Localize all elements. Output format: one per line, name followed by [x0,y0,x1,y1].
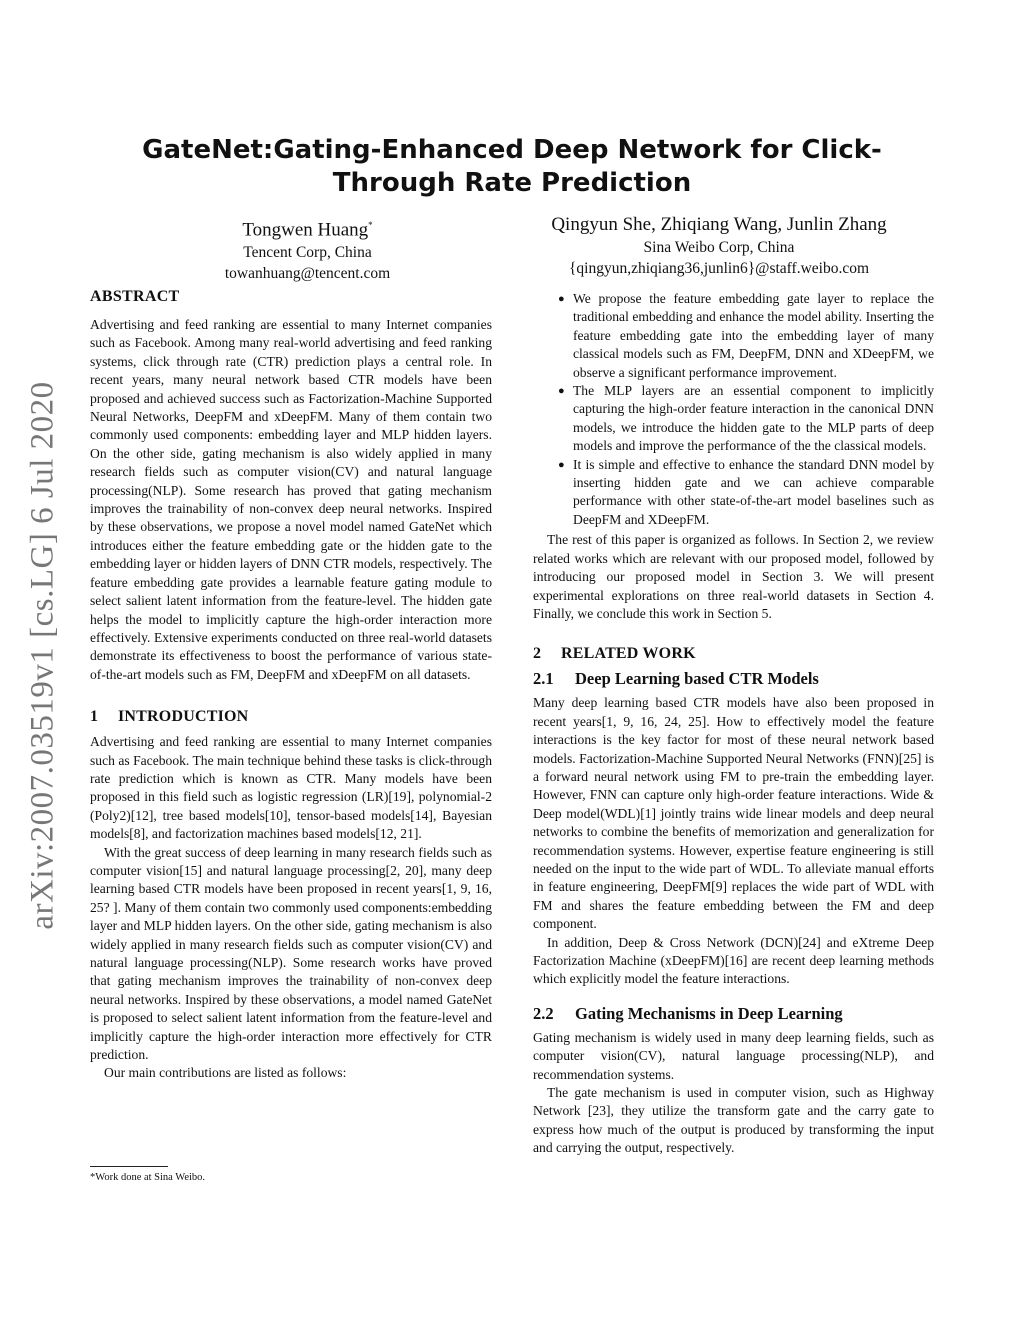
subsection-heading [533,669,934,689]
section-number: 1 [90,708,99,726]
author-name: Tongwen Huang [242,219,369,241]
footnote: *Work done at Sina Weibo. [90,1172,206,1183]
gating-paragraph: Gating mechanism is widely used in many deep learning fields, such as computer vision(CV), natural language processing(NLP), and recommendation systems. [533,1029,934,1082]
related-work-heading [533,645,934,663]
section-title: RELATED WORK [561,645,696,663]
section-number: 2 [533,645,542,663]
subsection-title: Deep Learning based CTR Models [575,669,819,689]
intro-paragraph: With the great success of deep learning in many research fields such as computer vision[15] and natural language processing[2, 20], many deep learning based CTR models have been proposed in recent years[1, 9, 16, 25? ]. Many of them contain two commonly used components:embedding layer and MLP hidden layers. On the other side, gating mechanism is also widely applied in many research fields such as computer vision(CV) and natural language processing(NLP). Some research works have proved that gating mechanism improves the trainability of non-convex deep neural networks. Inspired by these observations, a model named GateNet is proposed to select salient latent information from the feature-level and implicitly capture the high-order interaction more effectively for CTR prediction. [90,844,492,1063]
intro-paragraph: Our main contributions are listed as follows: [104,1065,347,1081]
contributions-list [533,290,934,529]
author-footnote-mark: * [368,220,373,230]
arxiv-id-text: arXiv:2007.03519v1 [cs.LG] 6 Jul 2020 [24,380,61,930]
list-item: ● The MLP layers are an essential component to implicitly capturing the high-order feature interaction in the canonical DNN models, we introduce the hidden gate to the MLP parts of deep models and improve the performance of the the classical models. [558,383,934,454]
bullet-icon: ● [558,293,565,305]
subsection-heading [533,1004,934,1024]
author-affiliation: Tencent Corp, China [243,244,372,262]
abstract-heading: ABSTRACT [90,288,180,305]
author-block-2 [520,213,918,279]
section-title: INTRODUCTION [118,708,249,726]
author-email[interactable]: {qingyun,zhiqiang36,junlin6}@staff.weibo.com [568,260,870,277]
left-column [90,288,492,1083]
subsection-title: Gating Mechanisms in Deep Learning [575,1003,843,1023]
list-item: ● We propose the feature embedding gate layer to replace the traditional embedding and enhance the model ability. Inserting the feature embedding gate into the embedding layer of many classical models such as FM, DeepFM, DNN and XDeepFM, we observe a significant performance improvement. [558,291,934,380]
related-paragraph: Many deep learning based CTR models have also been proposed in recent years[1, 9, 16, 24, 25]. How to effectively model the feature interactions is the key factor for most of these neural network based models. Factorization-Machine Supported Neural Networks (FNN)[25] is a forward neural network using FM to pre-train the embedding layer. However, FNN can capture only high-order feature interactions. Wide & Deep model(WDL)[1] jointly trains wide linear models and deep neural networks to combine the benefits of memorization and generalization for recommendation systems. However, expertise feature engineering is still needed on the input to the wide part of WDL. To alleviate manual efforts in feature engineering, DeepFM[9] replaces the wide part of WDL with FM and shares the feature embedding between the FM and deep component. [533,695,934,932]
subsection-number: 2.2 [533,1003,554,1023]
right-column [533,290,934,1158]
subsection-number: 2.1 [533,669,554,689]
arxiv-identifier-stamp [8,375,78,935]
intro-paragraph: Advertising and feed ranking are essential to many Internet companies such as Facebook. The main technique behind these tasks is click-through rate prediction which is known as CTR. Many models have been proposed in this field such as logistic regression (LR)[19], polynomial-2 (Poly2)[12], tree based models[10], tensor-based models[14], Bayesian models[8], and factorization machines based models[12, 21]. [90,734,492,842]
related-paragraph: In addition, Deep & Cross Network (DCN)[24] and eXtreme Deep Factorization Machine (xDeepFM)[16] are recent deep learning methods which explicitly model the feature interactions. [533,934,934,987]
author-email[interactable]: towanhuang@tencent.com [224,265,391,283]
paper-title: GateNet:Gating-Enhanced Deep Network for Click-Through Rate Prediction [142,135,882,198]
author-block-1 [160,213,455,284]
author-names: Qingyun She, Zhiqiang Wang, Junlin Zhang [551,214,887,235]
introduction-heading [90,708,492,726]
bullet-icon: ● [558,385,565,398]
author-affiliation: Sina Weibo Corp, China [643,239,795,256]
organization-paragraph: The rest of this paper is organized as follows. In Section 2, we review related works which are relevant with our proposed model, followed by introducing our proposed model in Section 3. We will present experimental explorations on three real-world datasets in Section 4. Finally, we conclude this work in Section 5. [533,532,934,621]
list-item: ● It is simple and effective to enhance the standard DNN model by inserting hidden gate and we can achieve comparable performance with other state-of-the-art model baselines such as DeepFM and XDeepFM. [558,456,934,527]
footnote-divider [90,1166,168,1167]
gating-paragraph: The gate mechanism is used in computer vision, such as Highway Network [23], they utilize the transform gate and the carry gate to express how much of the output is produced by transforming the input and carrying the output, respectively. [533,1085,934,1156]
bullet-icon: ● [558,458,565,471]
abstract-text: Advertising and feed ranking are essential to many Internet companies such as Facebook. Among many real-world advertising and feed ranking systems, click through rate (CTR) prediction plays a central role. In recent years, many neural network based CTR models have been proposed and achieved success such as Factorization-Machine Supported Neural Networks, DeepFM and xDeepFM. Many of them contain two commonly used components: embedding layer and MLP hidden layers. On the other side, gating mechanism is also widely applied in many research fields such as computer vision(CV) and natural language processing(NLP). Some research has proved that gating mechanism improves the trainability of non-convex deep neural networks. Inspired by these observations, we propose a novel model named GateNet which introduces either the feature embedding gate or the hidden gate to the embedding layer or hidden layers of DNN CTR models, respectively. The feature embedding gate provides a learnable feature gating module to select salient latent information from the feature-level. The hidden gate helps the model to implicitly capture the high-order interaction more effectively. Extensive experiments conducted on three real-world datasets demonstrate its effectiveness to boost the performance of various state-of-the-art models such as FM, DeepFM and xDeepFM on all datasets. [90,317,492,682]
